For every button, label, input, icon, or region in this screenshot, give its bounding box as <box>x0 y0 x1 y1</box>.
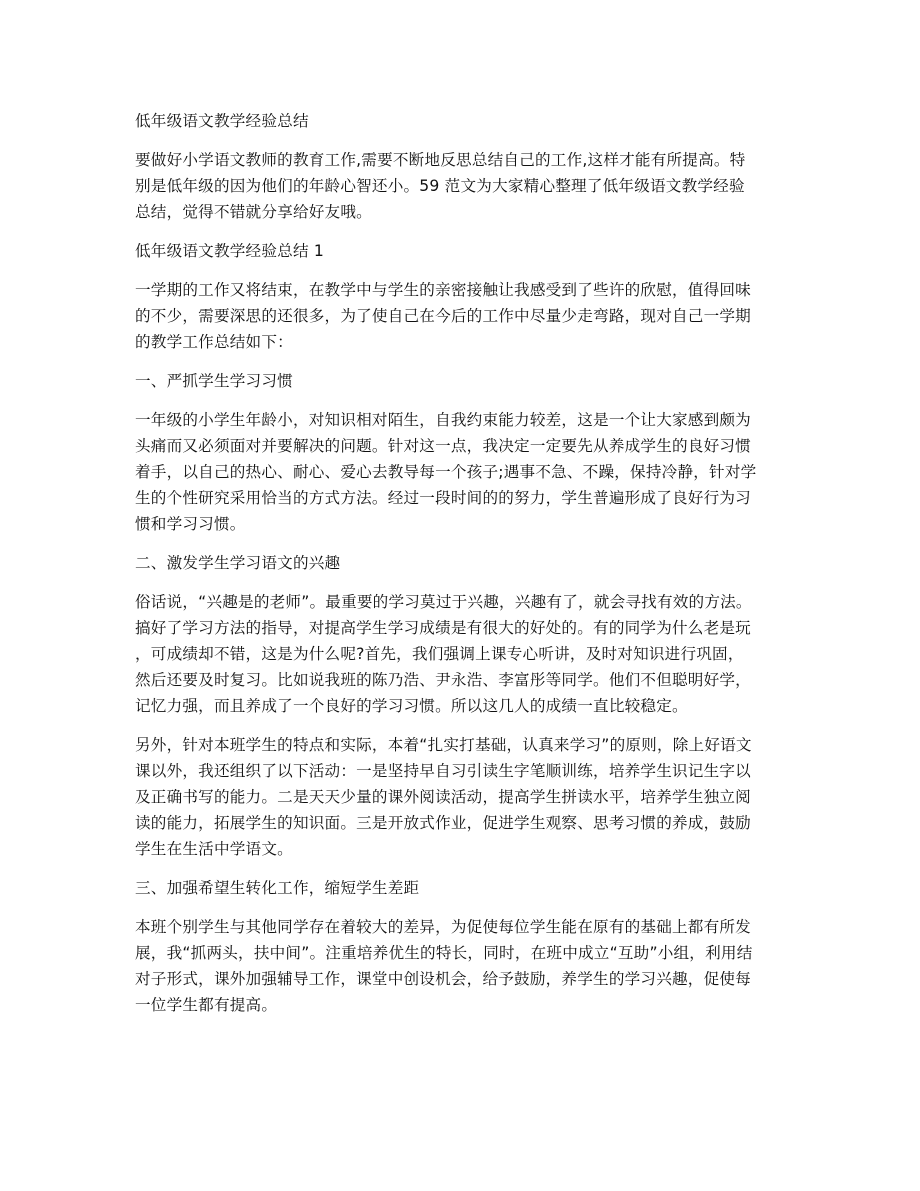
text-line: 低年级语文教学经验总结 1 <box>135 242 325 260</box>
text-line: 记忆力强，而且养成了一个良好的学习习惯。所以这几人的成绩一直比较稳定。 <box>135 697 688 715</box>
text-line: 一学期的工作又将结束，在教学中与学生的亲密接触让我感受到了些许的欣慰，值得回味 <box>135 281 751 299</box>
text-line: 搞好了学习方法的指导，对提高学生学习成绩是有很大的好处的。有的同学为什么老是玩 <box>135 619 751 637</box>
section-heading <box>135 550 795 576</box>
text-line: ，可成绩却不错，这是为什么呢?首先，我们强调上课专心听讲，及时对知识进行巩固， <box>135 645 744 663</box>
text-line: 然后还要及时复习。比如说我班的陈乃浩、尹永浩、李富彤等同学。他们不但聪明好学， <box>135 671 751 689</box>
document-title <box>135 108 795 134</box>
text-line: 头痛而又必须面对并要解决的问题。针对这一点，我决定一定要先从养成学生的良好习惯 <box>135 437 751 455</box>
text-line: 学生在生活中学语文。 <box>135 840 293 858</box>
text-line: 展，我“抓两头，扶中间”。注重培养优生的特长，同时，在班中成立“互助”小组，利用结 <box>135 944 753 962</box>
text-line: 本班个别学生与其他同学存在着较大的差异，为促使每位学生能在原有的基础上都有所发 <box>135 918 751 936</box>
section-heading <box>135 875 795 901</box>
paragraph <box>135 147 795 225</box>
text-line: 对子形式，课外加强辅导工作，课堂中创设机会，给予鼓励，养学生的学习兴趣，促使每 <box>135 970 751 988</box>
text-line: 及正确书写的能力。二是天天少量的课外阅读活动，提高学生拼读水平，培养学生独立阅 <box>135 788 751 806</box>
paragraph <box>135 407 795 537</box>
text-line: 生的个性研究采用恰当的方式方法。经过一段时间的的努力，学生普遍形成了良好行为习 <box>135 489 751 507</box>
paragraph <box>135 589 795 719</box>
section-heading <box>135 238 795 264</box>
text-line: 的教学工作总结如下： <box>135 333 293 351</box>
text-line: 三、加强希望生转化工作，缩短学生差距 <box>135 879 420 897</box>
text-line: 一、严抓学生学习习惯 <box>135 372 293 390</box>
text-line: 别是低年级的因为他们的年龄心智还小。59 范文为大家精心整理了低年级语文教学经验 <box>135 177 745 195</box>
text-line: 着手，以自己的热心、耐心、爱心去教导每一个孩子;遇事不急、不躁，保持冷静，针对学 <box>135 463 757 481</box>
text-line: 二、激发学生学习语文的兴趣 <box>135 554 341 572</box>
text-line: 的不少，需要深思的还很多，为了使自己在今后的工作中尽量少走弯路，现对自己一学期 <box>135 307 751 325</box>
paragraph <box>135 732 795 862</box>
text-line: 课以外，我还组织了以下活动：一是坚持早自习引读生字笔顺训练，培养学生识记生字以 <box>135 762 751 780</box>
text-line: 俗话说，“兴趣是的老师”。最重要的学习莫过于兴趣，兴趣有了，就会寻找有效的方法。 <box>135 593 752 611</box>
text-line: 一位学生都有提高。 <box>135 996 278 1014</box>
text-line: 惯和学习习惯。 <box>135 515 246 533</box>
document-body <box>135 108 795 1031</box>
paragraph <box>135 914 795 1018</box>
section-heading <box>135 368 795 394</box>
text-line: 总结，觉得不错就分享给好友哦。 <box>135 203 372 221</box>
text-line: 读的能力，拓展学生的知识面。三是开放式作业，促进学生观察、思考习惯的养成，鼓励 <box>135 814 751 832</box>
paragraph <box>135 277 795 355</box>
text-line: 一年级的小学生年龄小，对知识相对陌生，自我约束能力较差，这是一个让大家感到颇为 <box>135 411 751 429</box>
text-line: 另外，针对本班学生的特点和实际，本着“扎实打基础，认真来学习”的原则，除上好语文 <box>135 736 752 754</box>
text-line: 低年级语文教学经验总结 <box>135 112 309 130</box>
text-line: 要做好小学语文教师的教育工作,需要不断地反思总结自己的工作,这样才能有所提高。特 <box>135 151 746 169</box>
